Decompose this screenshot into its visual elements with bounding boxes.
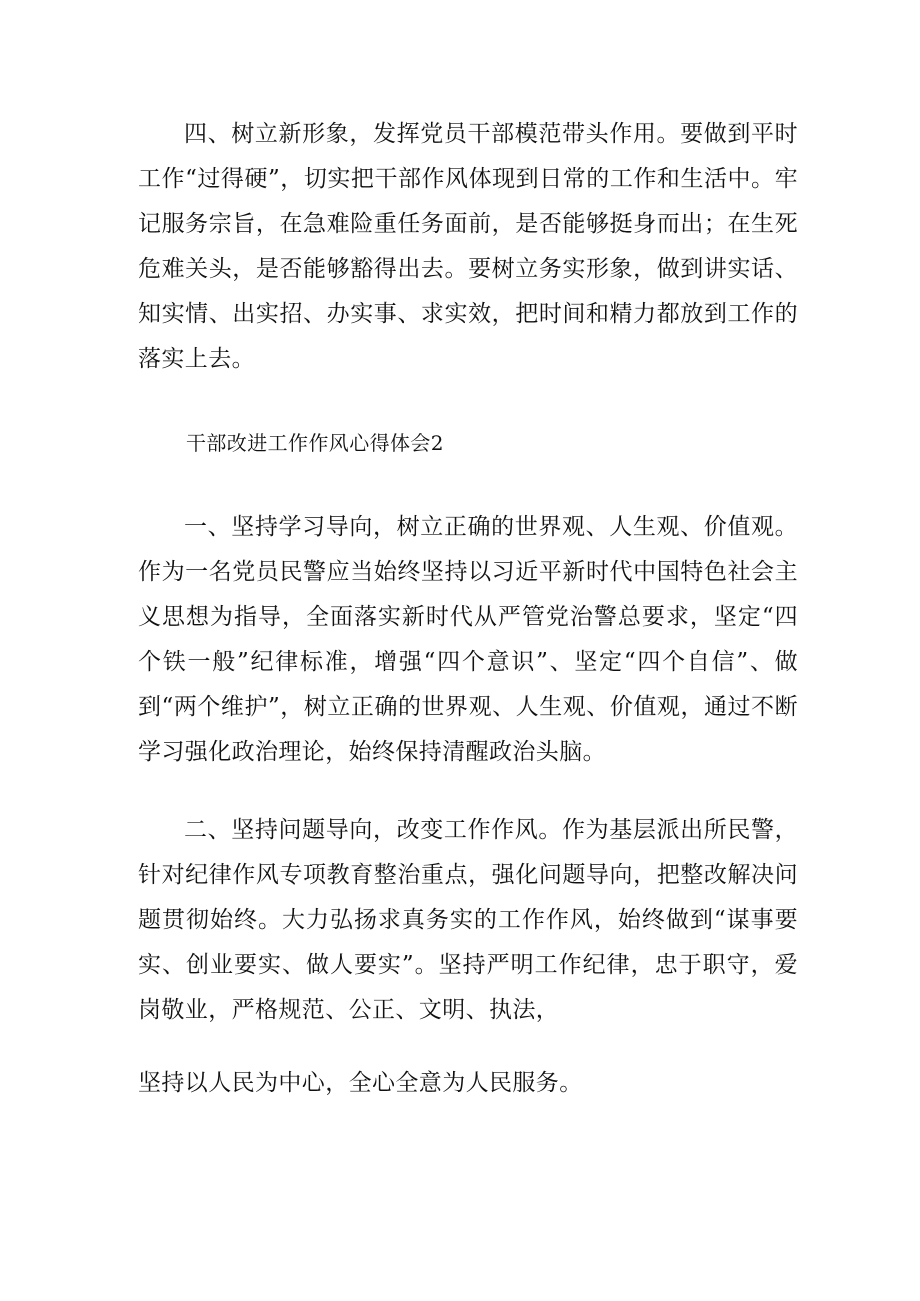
article-title: 干部改进工作作风心得体会2 [186,431,444,455]
paragraph-continuation: 坚持以人民为中心，全心全意为人民服务。 [138,1070,583,1096]
paragraph-section-two: 二、坚持问题导向，改变工作作风。作为基层派出所民警，针对纪律作风专项教育整治重点，强化问题导向，把整改解决问题贯彻始终。大力弘扬求真务实的工作作风，始终做到“谋事要实、创业要实、做人要实”。坚持严明工作纪律，忠于职守，爱岗敬业，严格规范、公正、文明、执法， [138,817,798,1023]
paragraph-section-four: 四、树立新形象，发挥党员干部模范带头作用。要做到平时工作“过得硬”，切实把干部作风体现到日常的工作和生活中。牢记服务宗旨，在急难险重任务面前，是否能够挺身而出；在生死危难关头，是否能够豁得出去。要树立务实形象，做到讲实话、知实情、出实招、办实事、求实效，把时间和精力都放到工作的落实上去。 [138,121,798,372]
paragraph-section-one: 一、坚持学习导向，树立正确的世界观、人生观、价值观。作为一名党员民警应当始终坚持以习近平新时代中国特色社会主义思想为指导，全面落实新时代从严管党治警总要求，坚定“四个铁一般”纪律标准，增强“四个意识”、坚定“四个自信”、做到“两个维护”，树立正确的世界观、人生观、价值观，通过不断学习强化政治理论，始终保持清醒政治头脑。 [138,514,798,765]
